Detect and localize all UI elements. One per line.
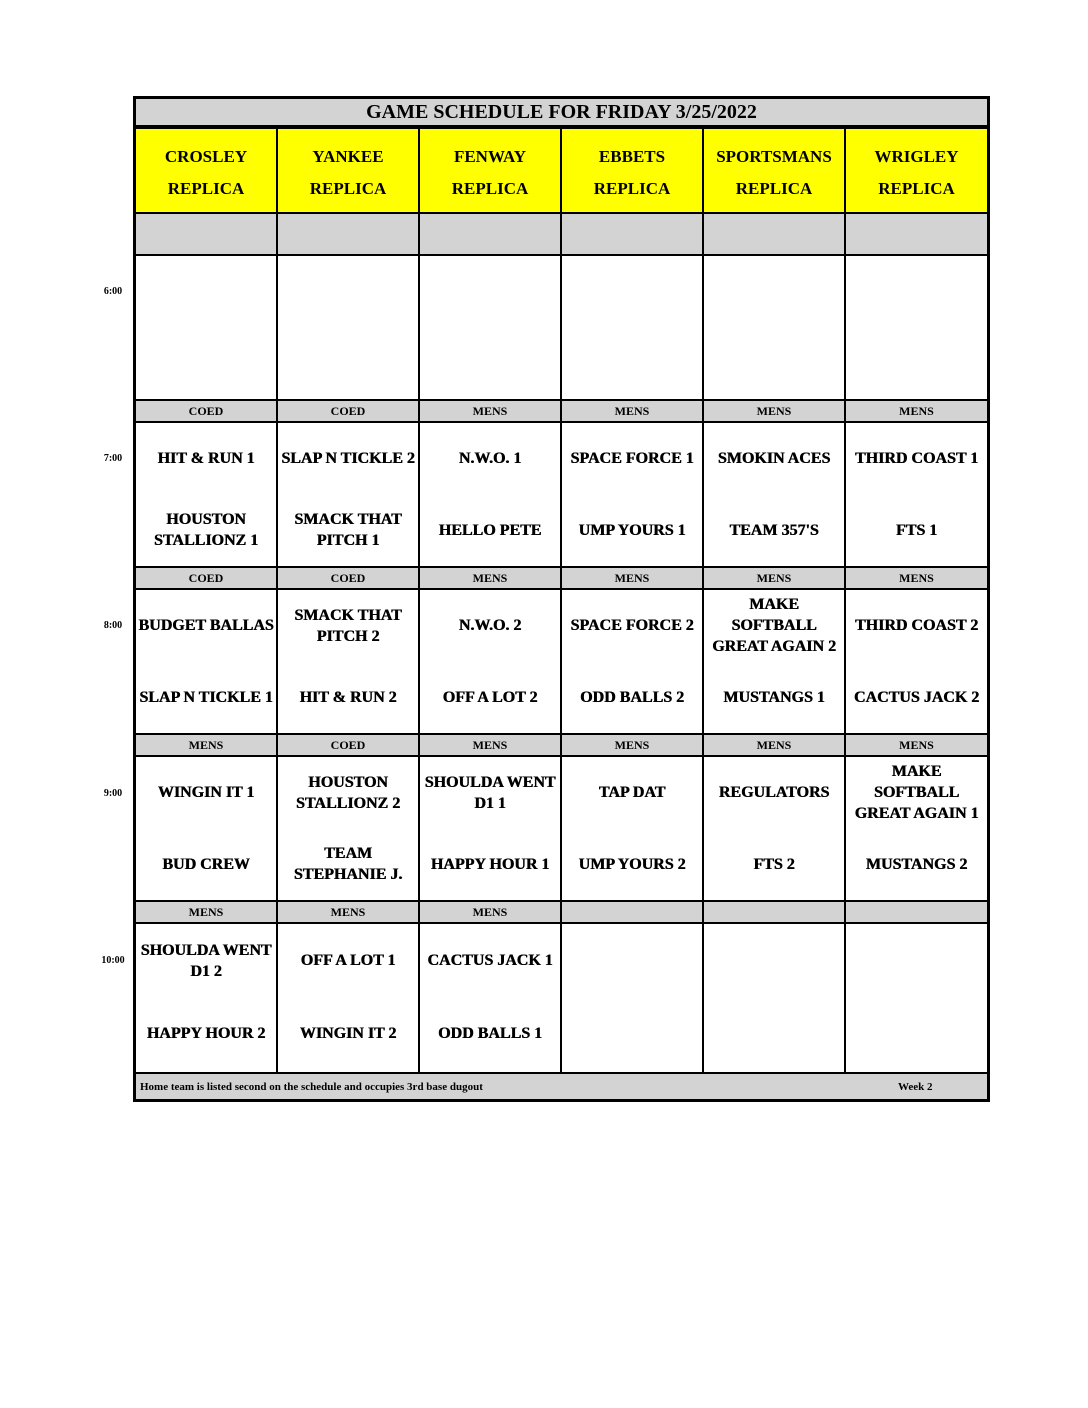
away-team: SPACE FORCE 2 [570, 617, 694, 635]
time-label: 9:00 [103, 788, 123, 799]
away-team: BUDGET BALLAS [138, 617, 274, 635]
home-team: SMACK THAT PITCH 1 [294, 511, 402, 550]
empty-game-cell [562, 924, 702, 1072]
division-label: COED [278, 735, 418, 755]
division-label: MENS [420, 568, 560, 588]
time-label: 7:00 [103, 453, 123, 464]
division-label: MENS [136, 902, 276, 922]
division-label [562, 902, 702, 922]
away-team: HIT & RUN 1 [157, 450, 255, 468]
home-team: HIT & RUN 2 [299, 688, 397, 706]
away-team: CACTUS JACK 1 [427, 952, 553, 969]
division-label: MENS [704, 568, 844, 588]
field-header [278, 129, 418, 212]
game-cell [420, 757, 560, 900]
empty-game-cell [846, 924, 987, 1072]
away-team: THIRD COAST 1 [854, 450, 979, 468]
away-team: SPACE FORCE 1 [570, 450, 694, 468]
home-team: BUD CREW [162, 855, 250, 873]
game-cell [562, 590, 702, 733]
field-subheader [704, 214, 844, 254]
division-label: MENS [278, 902, 418, 922]
field-name: CROSLEY [164, 147, 248, 166]
field-name: WRIGLEY [874, 147, 959, 166]
division-label: COED [136, 401, 276, 421]
empty-game-cell [846, 256, 987, 399]
field-name: YANKEE [312, 147, 384, 166]
away-team: SMOKIN ACES [717, 450, 831, 468]
schedule-title: GAME SCHEDULE FOR FRIDAY 3/25/2022 [136, 99, 987, 127]
home-team: CACTUS JACK 2 [853, 688, 980, 706]
division-label: COED [278, 568, 418, 588]
away-team: SHOULDA WENT D1 2 [140, 941, 272, 980]
away-team: REGULATORS [718, 784, 830, 802]
game-cell [704, 423, 844, 566]
home-team: UMP YOURS 2 [578, 855, 686, 873]
division-label: MENS [420, 902, 560, 922]
home-team: TEAM 357'S [729, 521, 819, 539]
field-type: REPLICA [735, 179, 813, 198]
time-label: 10:00 [101, 955, 125, 966]
home-team: ODD BALLS 2 [579, 688, 685, 706]
field-type: REPLICA [451, 179, 529, 198]
home-team: MUSTANGS 2 [865, 855, 968, 873]
home-team: HAPPY HOUR 2 [146, 1025, 266, 1042]
away-team: SMACK THAT PITCH 2 [294, 606, 402, 645]
field-header [136, 129, 276, 212]
away-team: N.W.O. 1 [458, 450, 522, 468]
away-team: THIRD COAST 2 [854, 617, 979, 635]
division-label: MENS [846, 568, 987, 588]
division-label: COED [136, 568, 276, 588]
division-label: MENS [420, 401, 560, 421]
field-header [420, 129, 560, 212]
division-label: MENS [420, 735, 560, 755]
division-label: MENS [704, 735, 844, 755]
time-label: 6:00 [103, 286, 123, 297]
game-cell [846, 757, 987, 900]
home-team: HOUSTON STALLIONZ 1 [153, 511, 259, 550]
field-type: REPLICA [593, 179, 671, 198]
empty-game-cell [136, 256, 276, 399]
game-cell [136, 757, 276, 900]
field-header [846, 129, 987, 212]
field-type: REPLICA [878, 179, 955, 198]
game-cell [278, 757, 418, 900]
game-cell [420, 924, 560, 1072]
field-subheader [136, 214, 276, 254]
away-team: N.W.O. 2 [458, 617, 522, 635]
home-team: TEAM STEPHANIE J. [293, 845, 403, 884]
division-label: MENS [562, 568, 702, 588]
field-header [562, 129, 702, 212]
home-team: HELLO PETE [438, 521, 542, 539]
game-cell [704, 757, 844, 900]
field-name: SPORTSMANS [716, 147, 832, 166]
empty-game-cell [562, 256, 702, 399]
field-subheader [562, 214, 702, 254]
field-subheader [420, 214, 560, 254]
division-label: MENS [846, 735, 987, 755]
home-team: ODD BALLS 1 [437, 1025, 543, 1042]
game-cell [136, 590, 276, 733]
field-type: REPLICA [309, 179, 387, 198]
schedule-table [133, 96, 990, 1102]
division-label: MENS [846, 401, 987, 421]
game-cell [278, 423, 418, 566]
division-label: MENS [562, 735, 702, 755]
away-team: OFF A LOT 1 [300, 952, 396, 969]
game-cell [846, 423, 987, 566]
game-cell [420, 423, 560, 566]
division-label [704, 902, 844, 922]
division-label: MENS [704, 401, 844, 421]
empty-game-cell [420, 256, 560, 399]
division-label [846, 902, 987, 922]
division-label: COED [278, 401, 418, 421]
away-team: HOUSTON STALLIONZ 2 [295, 773, 401, 812]
away-team: MAKE SOFTBALL GREAT AGAIN 2 [712, 596, 836, 656]
home-team: WINGIN IT 2 [299, 1025, 397, 1042]
home-team: UMP YOURS 1 [578, 521, 686, 539]
game-cell [136, 924, 276, 1072]
empty-game-cell [704, 924, 844, 1072]
week-label: Week 2 [898, 1080, 933, 1093]
field-subheader [846, 214, 987, 254]
home-team: MUSTANGS 1 [723, 688, 825, 706]
game-cell [278, 590, 418, 733]
empty-game-cell [704, 256, 844, 399]
away-team: MAKE SOFTBALL GREAT AGAIN 1 [854, 763, 979, 823]
home-team: SLAP N TICKLE 1 [139, 688, 273, 706]
away-team: WINGIN IT 1 [157, 784, 255, 802]
game-cell [562, 757, 702, 900]
away-team: SHOULDA WENT D1 1 [424, 773, 556, 812]
field-name: FENWAY [453, 147, 527, 166]
empty-game-cell [278, 256, 418, 399]
game-cell [136, 423, 276, 566]
division-label: MENS [136, 735, 276, 755]
home-team: HAPPY HOUR 1 [430, 855, 550, 873]
game-cell [846, 590, 987, 733]
field-name: EBBETS [598, 147, 666, 166]
schedule-footer [136, 1074, 987, 1099]
game-cell [420, 590, 560, 733]
game-cell [562, 423, 702, 566]
home-team: OFF A LOT 2 [442, 688, 538, 706]
home-team: FTS 1 [895, 521, 938, 539]
away-team: TAP DAT [598, 784, 666, 802]
division-label: MENS [562, 401, 702, 421]
game-cell [278, 924, 418, 1072]
time-label: 8:00 [103, 620, 123, 631]
field-type: REPLICA [167, 179, 245, 198]
field-header [704, 129, 844, 212]
home-team: FTS 2 [753, 855, 795, 873]
away-team: SLAP N TICKLE 2 [281, 450, 415, 468]
footer-note: Home team is listed second on the schedule and occupies 3rd base dugout [140, 1080, 483, 1093]
field-subheader [278, 214, 418, 254]
game-cell [704, 590, 844, 733]
